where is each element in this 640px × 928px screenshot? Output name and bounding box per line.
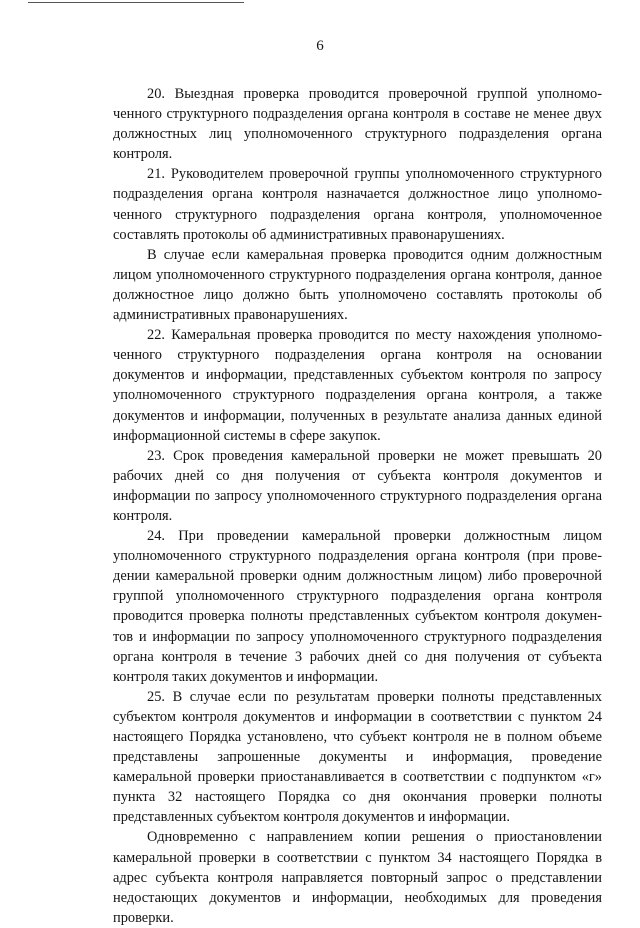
- paragraph-22: 22. Камеральная проверка проводится по месту нахождения уполномоченного структурного подразделения органа контроля на основании документов и информации, представленных субъектом контроля по запросу уполномоченного структурного подразделения органа контроля, а также документов и информации, полученных в результате анализа данных единой информационной системы в сфере закупок.: [113, 327, 602, 444]
- paragraph-25-continuation: Одновременно с направлением копии решения о приостановлении камеральной проверки в соответствии с пунктом 34 настоящего Порядка в адрес субъекта контроля направляется повторный запрос о представлении недостающих документов и информации, необходимых для проведения проверки.: [113, 829, 602, 926]
- paragraph-21: 21. Руководителем проверочной группы уполномоченного структурного подразделения органа контроля назначается должностное лицо уполномоченного структурного подразделения органа контроля, уполномоченное составлять протоколы об административных правонарушениях.: [113, 166, 602, 243]
- paragraph-23: 23. Срок проведения камеральной проверки не может превышать 20 рабочих дней со дня получения от субъекта контроля документов и информации по запросу уполномоченного структурного подразделения органа контроля.: [113, 447, 602, 524]
- header-rule: [28, 2, 244, 3]
- page-number: 6: [316, 38, 324, 54]
- paragraph-21-note: В случае если камеральная проверка проводится одним должностным лицом уполномоченного структурного подразделения органа контроля, данное должностное лицо должно быть уполномочено составлять протоколы об административных правонарушениях.: [113, 246, 602, 324]
- paragraph-24: 24. При проведении камеральной проверки должностным лицом уполномоченного структурного подразделения органа контроля (при проведении камеральной проверки одним должностным лицом) либо проверочной группой уполномоченного структурного подразделения органа контроля проводится проверка полноты представленных субъектом контроля документов и информации по запросу уполномоченного структурного подразделения органа контроля в течение 3 рабочих дней со дня получения от субъекта контроля таких документов и информации.: [113, 528, 602, 685]
- body-text: [113, 84, 602, 928]
- paragraph-20: 20. Выездная проверка проводится проверочной группой уполномоченного структурного подразделения органа контроля в составе не менее двух должностных лиц уполномоченного структурного подразделения органа контроля.: [113, 86, 602, 163]
- paragraph-25: 25. В случае если по результатам проверки полноты представленных субъектом контроля документов и информации в соответствии с пунктом 24 настоящего Порядка установлено, что субъект контроля не в полном объеме представлены запрошенные документы и информация, проведение камеральной проверки приостанавливается в соответствии с подпунктом «г» пункта 32 настоящего Порядка со дня окончания проверки полноты представленных субъектом контроля документов и информации.: [113, 688, 602, 826]
